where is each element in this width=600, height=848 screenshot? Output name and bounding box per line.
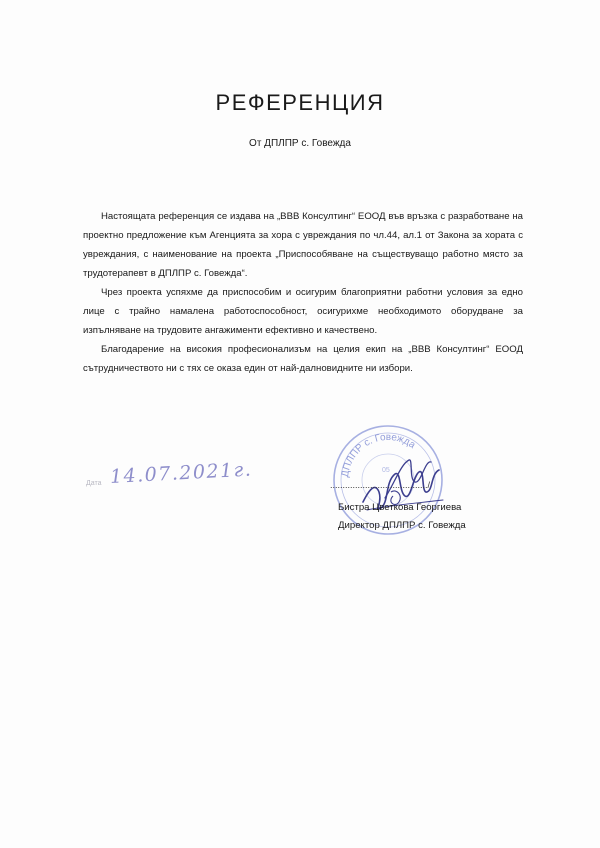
paragraph-3: Благодарение на високия професионализъм на целия екип на „ВВВ Консултинг“ ЕООД сътрудничеството ни с тях се оказа един от най-далновидните ни избори. [83,344,523,374]
signer-name: Бистра Цветкова Георгиева [338,502,462,513]
date-label: Дата [86,480,102,487]
document-subtitle: От ДПЛПР с. Говежда [249,138,351,149]
signer-title: Директор ДПЛПР с. Говежда [338,520,466,531]
paragraph-1: Настоящата референция се издава на „ВВВ Консултинг“ ЕООД във връзка с разработване на проектно предложение към Агенцията за хора с увреждания по чл.44, ал.1 от Закона за хората с увреждания, с наименование на проекта „Приспособяване на съществуващо работно място за трудотерапевт в ДПЛПР с. Говежда“. [83,211,523,279]
document-title: РЕФЕРЕНЦИЯ [215,90,385,115]
document-body [83,207,523,378]
svg-text:ДПЛПР с. Говежда: ДПЛПР с. Говежда [340,431,418,478]
svg-text:05: 05 [382,467,390,474]
paragraph-2: Чрез проекта успяхме да приспособим и осигурим благоприятни работни условия за едно лице с трайно намалена работоспособност, осигурихме необходимото оборудване за изпълняване на трудовите ангажименти ефективно и качествено. [83,287,523,336]
signature-line: ......................................./ [330,480,431,490]
date-handwritten: 14.07.2021г. [109,458,253,488]
